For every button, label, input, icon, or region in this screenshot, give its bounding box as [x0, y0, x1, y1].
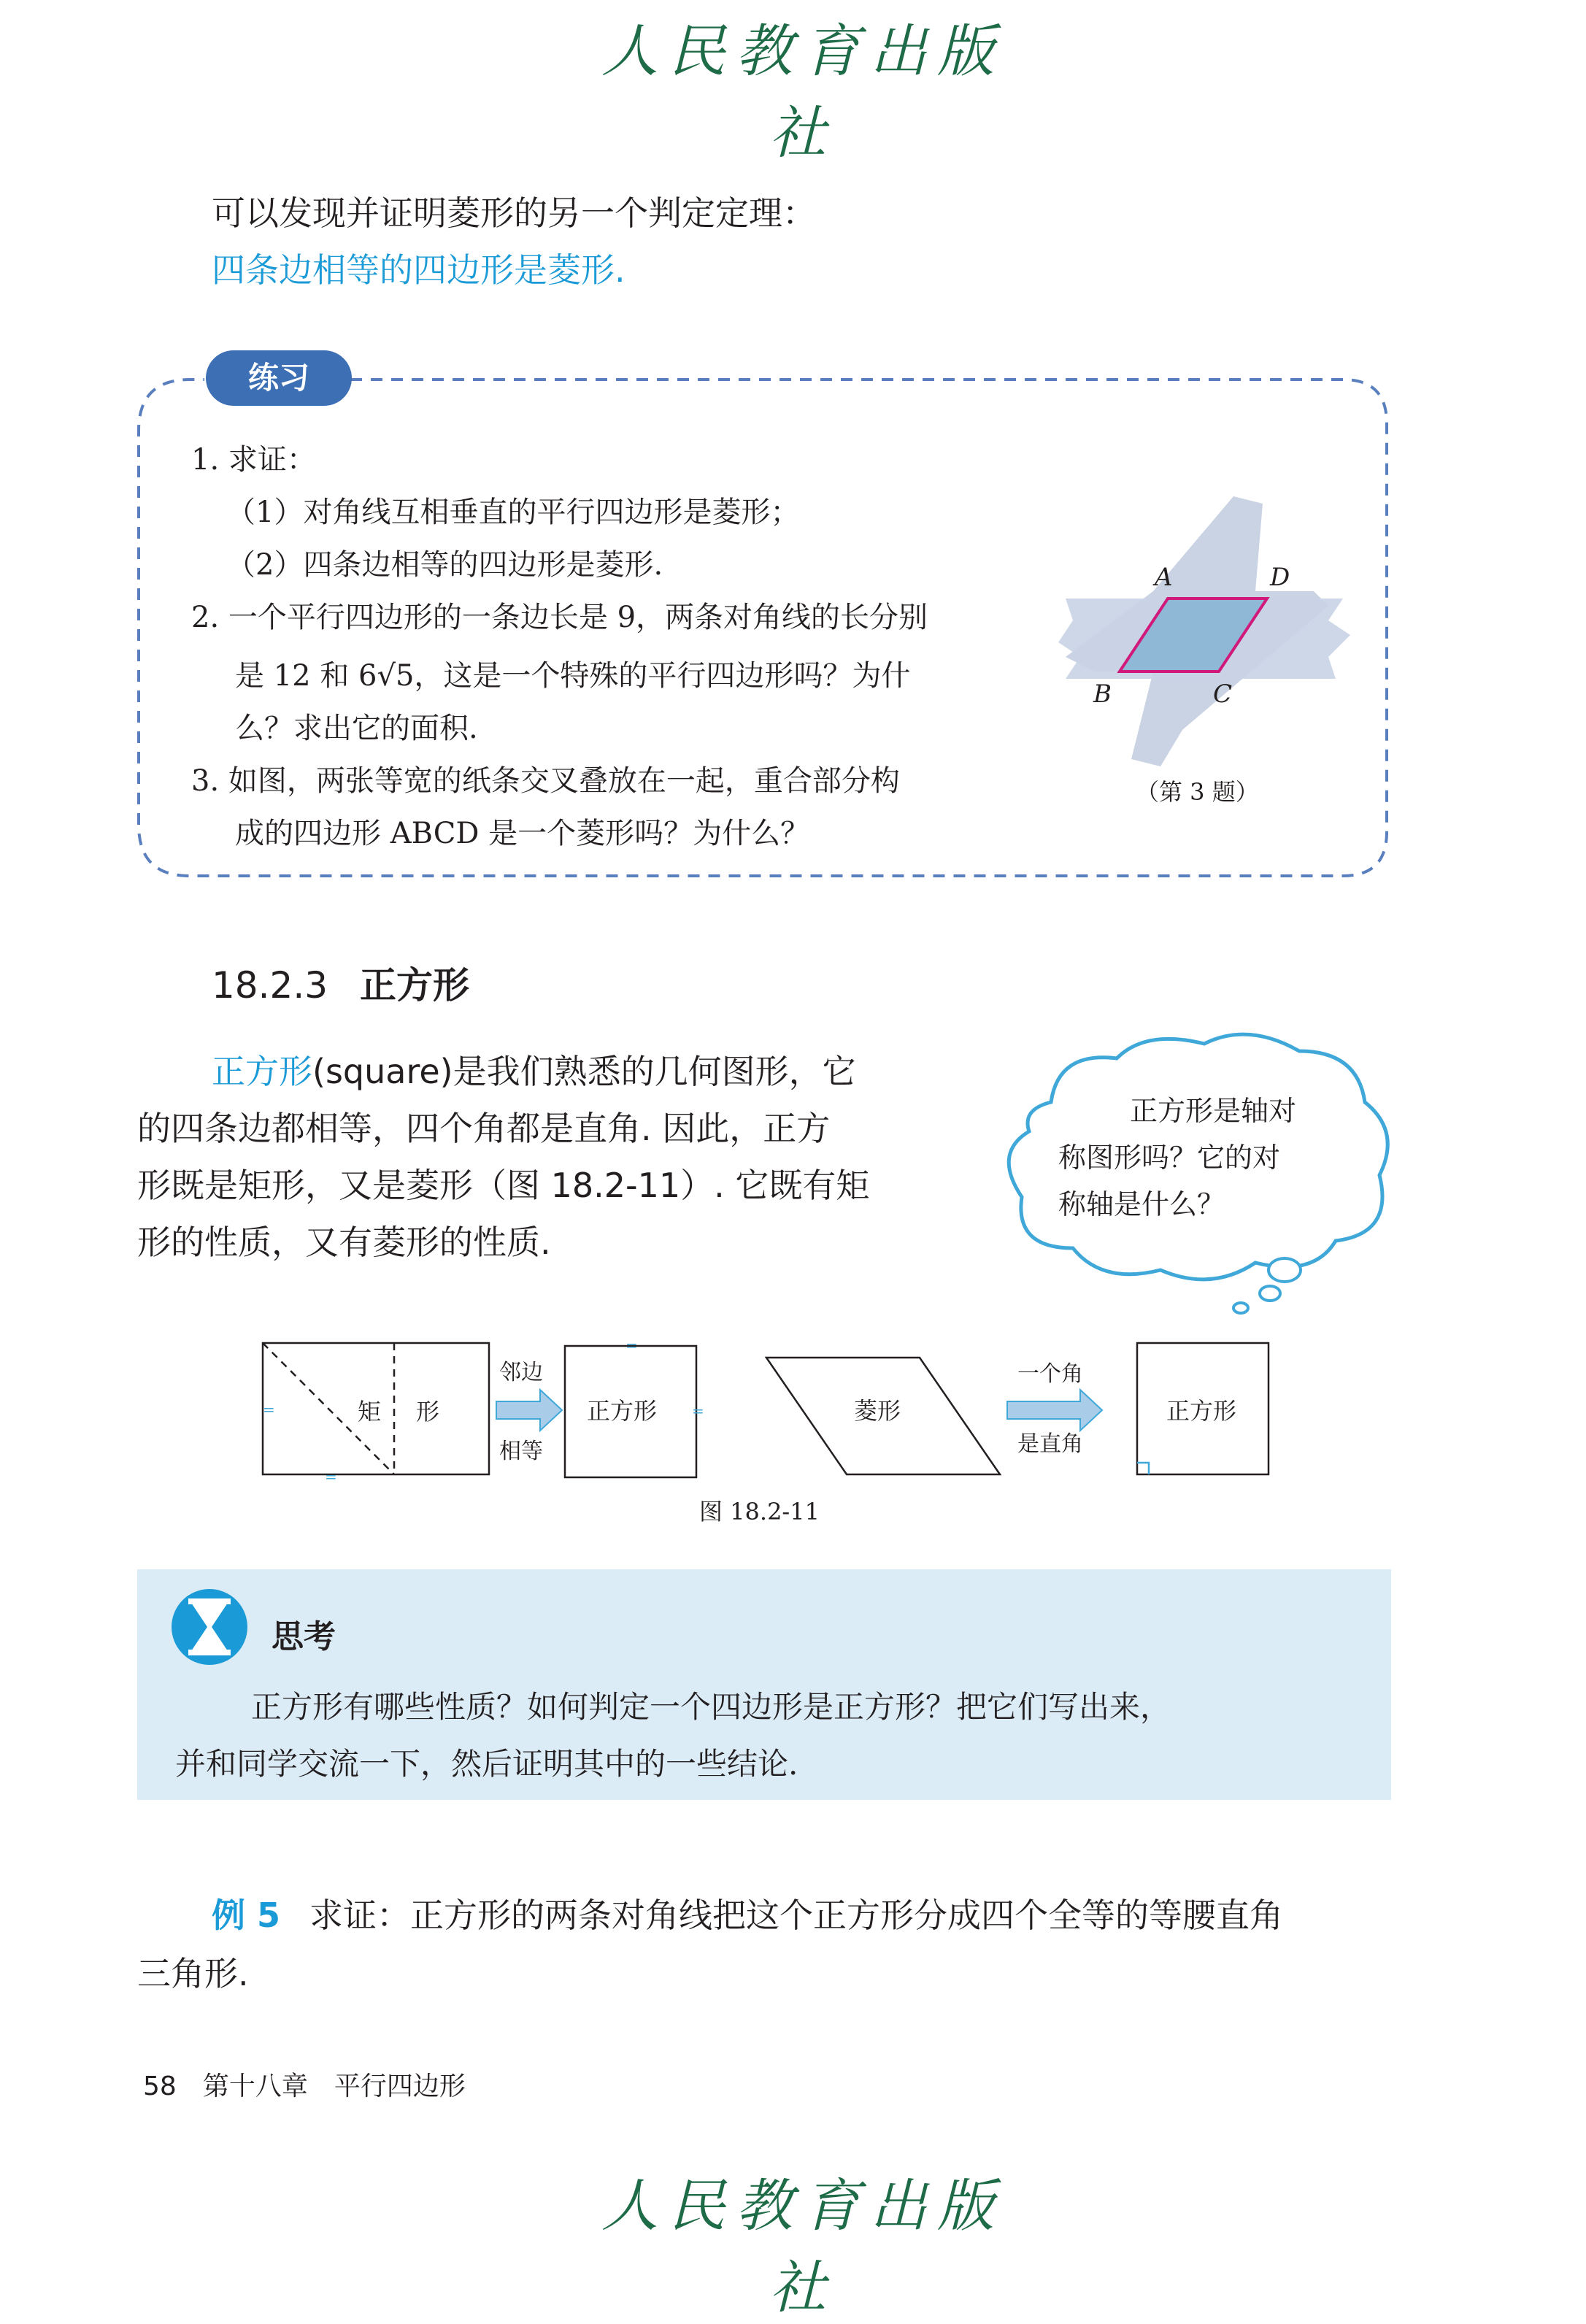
chapter-title: 平行四边形: [334, 2071, 466, 2101]
cloud-line: 称轴是什么？: [1058, 1188, 1225, 1220]
paragraph-line: 形的性质，又有菱形的性质.: [137, 1223, 551, 1262]
page-footer: [143, 2066, 492, 2103]
crossed-strips-figure: [1051, 489, 1358, 781]
cloud-line: 正方形是轴对: [1130, 1095, 1297, 1127]
practice-item: （2）四条边相等的四边形是菱形.: [226, 548, 663, 582]
rect-label-2: 形: [416, 1398, 440, 1425]
diagram-18-2-11: [248, 1328, 1285, 1518]
section-title: 正方形: [360, 964, 470, 1007]
svg-text:=: =: [325, 1468, 337, 1485]
point-label-b: B: [1093, 680, 1112, 709]
practice-item: 3. 如图，两张等宽的纸条交叉叠放在一起，重合部分构: [191, 764, 900, 798]
paragraph-line: [212, 1044, 856, 1099]
figure-caption-3: （第 3 题）: [1136, 778, 1259, 806]
figure-caption-18-2-11: 图 18.2-11: [699, 1498, 820, 1525]
arrow1-top-label: 邻边: [499, 1360, 543, 1385]
rect-label-1: 矩: [358, 1398, 382, 1425]
svg-text:=: =: [263, 1401, 275, 1418]
example-label: 例 5: [212, 1896, 281, 1935]
svg-text:=: =: [625, 1336, 638, 1354]
practice-item: 成的四边形 ABCD 是一个菱形吗？为什么？: [235, 817, 810, 850]
theorem-text: 四条边相等的四边形是菱形.: [212, 250, 625, 290]
arrow-right-icon: [1007, 1390, 1102, 1431]
svg-text:=: =: [692, 1402, 704, 1420]
point-label-c: C: [1213, 680, 1233, 709]
paragraph-text: (square)是我们熟悉的几何图形，它: [312, 1052, 856, 1091]
example-text: 求证：正方形的两条对角线把这个正方形分成四个全等的等腰直角: [309, 1896, 1284, 1935]
hourglass-icon: [169, 1587, 250, 1667]
section-number: 18.2.3: [212, 964, 328, 1007]
paragraph-line: 的四条边都相等，四个角都是直角. 因此，正方: [137, 1109, 831, 1148]
point-label-d: D: [1270, 563, 1290, 592]
think-line: 正方形有哪些性质？如何判定一个四边形是正方形？把它们写出来，: [251, 1689, 1171, 1725]
header-publisher-mark: 人民教育出版社: [601, 19, 1004, 166]
paragraph-line: 形既是矩形，又是菱形（图 18.2-11）. 它既有矩: [137, 1166, 870, 1205]
practice-item: 么？求出它的面积.: [235, 712, 478, 745]
example-line: [212, 1888, 1283, 1943]
practice-item: 是 12 和 6√5，这是一个特殊的平行四边形吗？为什: [235, 659, 911, 693]
intro-line: 可以发现并证明菱形的另一个判定定理：: [212, 193, 816, 233]
square1-label: 正方形: [587, 1397, 658, 1425]
page-number: 58: [143, 2071, 177, 2101]
example-line: 三角形.: [137, 1954, 249, 1993]
arrow2-bottom-label: 是直角: [1017, 1431, 1083, 1457]
rhombus-label: 菱形: [854, 1397, 901, 1425]
practice-item: 1. 求证：: [191, 443, 316, 477]
arrow-right-icon: [496, 1390, 562, 1431]
cloud-line: 称图形吗？它的对: [1058, 1142, 1281, 1174]
practice-item: （1）对角线互相垂直的平行四边形是菱形；: [226, 496, 800, 529]
practice-label: 练习: [206, 350, 352, 406]
chapter-number: 第十八章: [202, 2071, 308, 2101]
think-line: 并和同学交流一下，然后证明其中的一些结论.: [175, 1746, 798, 1782]
practice-item: 2. 一个平行四边形的一条边长是 9，两条对角线的长分别: [191, 601, 928, 634]
arrow2-top-label: 一个角: [1017, 1361, 1083, 1387]
section-heading: [212, 956, 469, 1009]
term-square: 正方形: [212, 1052, 312, 1091]
think-title: 思考: [272, 1618, 336, 1655]
arrow1-bottom-label: 相等: [499, 1439, 543, 1464]
square2-label: 正方形: [1166, 1397, 1237, 1425]
point-label-a: A: [1155, 563, 1173, 592]
footer-publisher-mark: 人民教育出版社: [601, 2174, 1004, 2321]
